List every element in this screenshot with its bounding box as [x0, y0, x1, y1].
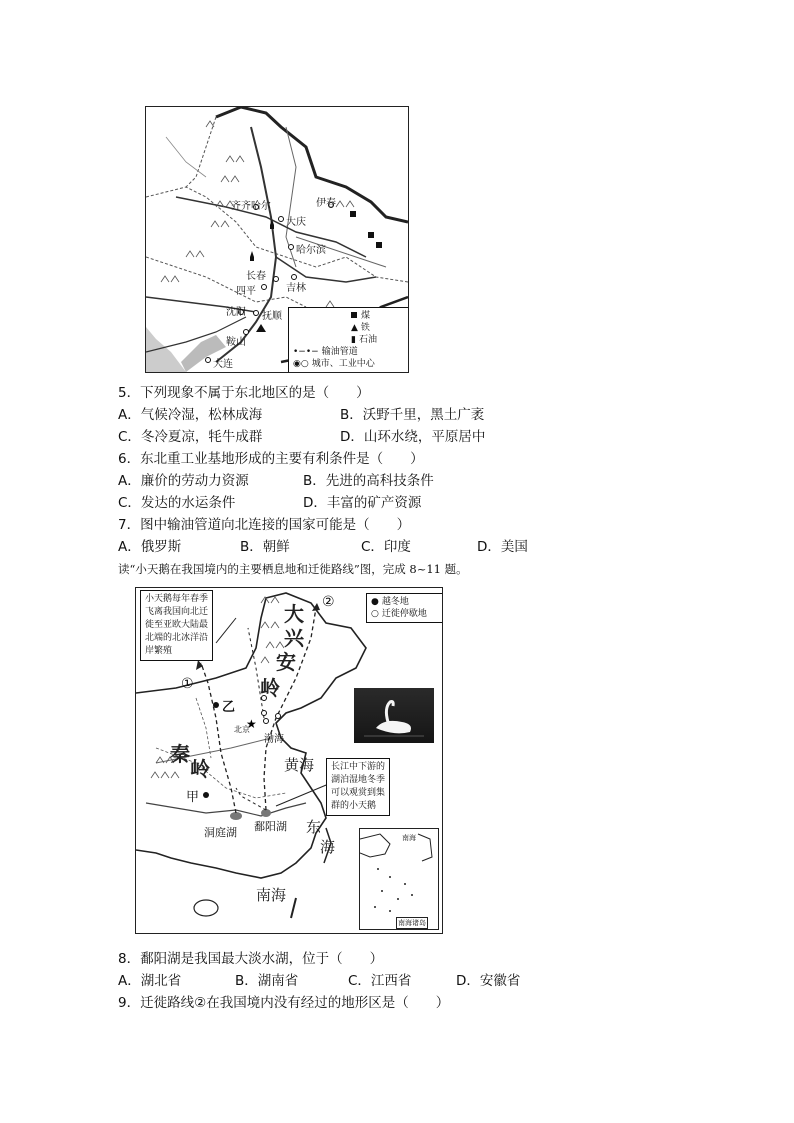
- yi-point: [213, 702, 219, 708]
- yi-label: 乙: [222, 700, 236, 715]
- route-2-label: ②: [322, 594, 335, 610]
- daxinganling-2: 兴: [284, 626, 304, 650]
- northeast-map-legend: [288, 307, 409, 373]
- city-label-dalian: 大连: [213, 359, 233, 370]
- pipeline-icon: •−•−: [293, 347, 319, 357]
- q7-option-a: A．俄罗斯: [118, 539, 182, 555]
- poyang-label: 鄱阳湖: [254, 820, 287, 833]
- iron-icon: ▲: [351, 323, 358, 333]
- swan-map-legend: [366, 593, 443, 623]
- swan-migration-map: [135, 587, 443, 934]
- route-1-label: ①: [181, 676, 194, 692]
- city-label-fushun: 抚顺: [262, 311, 282, 322]
- nanhai-label: 南海: [256, 886, 287, 904]
- qinling-1: 秦: [170, 742, 190, 766]
- coal-icon: [350, 211, 356, 217]
- poyang-lake-shape: [261, 809, 271, 817]
- question-5: 5．下列现象不属于东北地区的是（ ）: [118, 385, 370, 401]
- q7-option-c: C．印度: [361, 539, 411, 555]
- q6-option-d: D．丰富的矿产资源: [303, 495, 422, 511]
- q5-option-d: D．山环水绕，平原居中: [340, 429, 486, 445]
- q8-option-a: A．湖北省: [118, 973, 182, 989]
- iron-icon: [256, 324, 266, 332]
- jia-label: 甲: [186, 790, 200, 805]
- coal-icon: [368, 232, 374, 238]
- legend-iron: 铁: [360, 323, 370, 333]
- city-label-shenyang: 沈阳: [226, 307, 246, 318]
- jia-point: [203, 792, 209, 798]
- beijing-star-icon: ★: [246, 717, 257, 731]
- section-intro: 读“小天鹅在我国境内的主要栖息地和迁徙路线”图，完成 8~11 题。: [118, 562, 468, 576]
- huanghai-label: 黄海: [284, 756, 315, 774]
- q5-option-a: A．气候冷湿，松林成海: [118, 407, 263, 423]
- dongting-lake-shape: [230, 812, 242, 820]
- winter-ground-icon: ●: [371, 597, 379, 607]
- south-sea-inset: [359, 828, 439, 930]
- note-winter-lakes: 长江中下游的 湖泊湿地冬季 可以观赏到集 群的小天鹅: [326, 758, 390, 816]
- city-label-haerbin: 哈尔滨: [296, 245, 326, 256]
- question-9: 9．迁徙路线②在我国境内没有经过的地形区是（ ）: [118, 995, 450, 1011]
- inset-caption: 南海诸岛: [398, 919, 426, 927]
- legend-city: 城市、工业中心: [311, 359, 375, 369]
- donghai-label-1: 东: [306, 818, 322, 836]
- city-label-qiqihaer: 齐齐哈尔: [231, 201, 271, 212]
- question-8: 8．鄱阳湖是我国最大淡水湖，位于（ ）: [118, 951, 384, 967]
- swan-photo: [354, 688, 434, 743]
- legend-migration: 迁徙停歇地: [381, 609, 427, 619]
- q5-option-c: C．冬冷夏凉，牦牛成群: [118, 429, 263, 445]
- coal-icon: [376, 242, 382, 248]
- bohai-label: 渤海: [264, 734, 284, 745]
- q6-option-b: B．先进的高科技条件: [303, 473, 434, 489]
- northeast-map: [145, 106, 409, 373]
- inset-sea-label: 南海: [402, 834, 416, 842]
- city-icon: ◉○: [293, 359, 309, 369]
- legend-coal: 煤: [361, 311, 371, 321]
- city-label-changchun: 长春: [246, 271, 266, 282]
- note-spring-migration: 小天鹅每年春季 飞离我国向北迁 徙至亚欧大陆最 北端的北冰洋沿 岸繁殖: [140, 590, 213, 661]
- dongting-label: 洞庭湖: [204, 826, 237, 839]
- q8-option-d: D．安徽省: [456, 973, 521, 989]
- daxinganling-4: 岭: [260, 676, 280, 700]
- oil-icon: ▮: [351, 335, 356, 345]
- question-6: 6．东北重工业基地形成的主要有利条件是（ ）: [118, 451, 424, 467]
- daxinganling-3: 安: [276, 650, 296, 674]
- q7-option-b: B．朝鲜: [240, 539, 290, 555]
- q8-option-b: B．湖南省: [235, 973, 299, 989]
- oil-icon: [250, 251, 254, 261]
- daxinganling-1: 大: [284, 602, 304, 626]
- coal-icon: [351, 312, 357, 318]
- city-label-jilin: 吉林: [286, 283, 306, 294]
- city-label-daqing: 大庆: [286, 217, 306, 228]
- stopover-icon: ○: [371, 609, 379, 619]
- legend-oil: 石油: [358, 335, 377, 345]
- legend-pipeline: 输油管道: [321, 347, 358, 357]
- city-label-siping: 四平: [236, 286, 256, 297]
- legend-winter: 越冬地: [381, 597, 409, 607]
- q6-option-a: A．廉价的劳动力资源: [118, 473, 249, 489]
- q5-option-b: B．沃野千里，黑土广袤: [340, 407, 485, 423]
- q7-option-d: D．美国: [477, 539, 528, 555]
- beijing-label: 北京: [234, 725, 250, 734]
- city-label-yichun: 伊春: [316, 198, 336, 209]
- qinling-2: 岭: [190, 757, 210, 781]
- q6-option-c: C．发达的水运条件: [118, 495, 236, 511]
- q8-option-c: C．江西省: [348, 973, 412, 989]
- donghai-label-2: 海: [320, 838, 336, 856]
- city-label-anshan: 鞍山: [226, 337, 246, 348]
- question-7: 7．图中输油管道向北连接的国家可能是（ ）: [118, 517, 411, 533]
